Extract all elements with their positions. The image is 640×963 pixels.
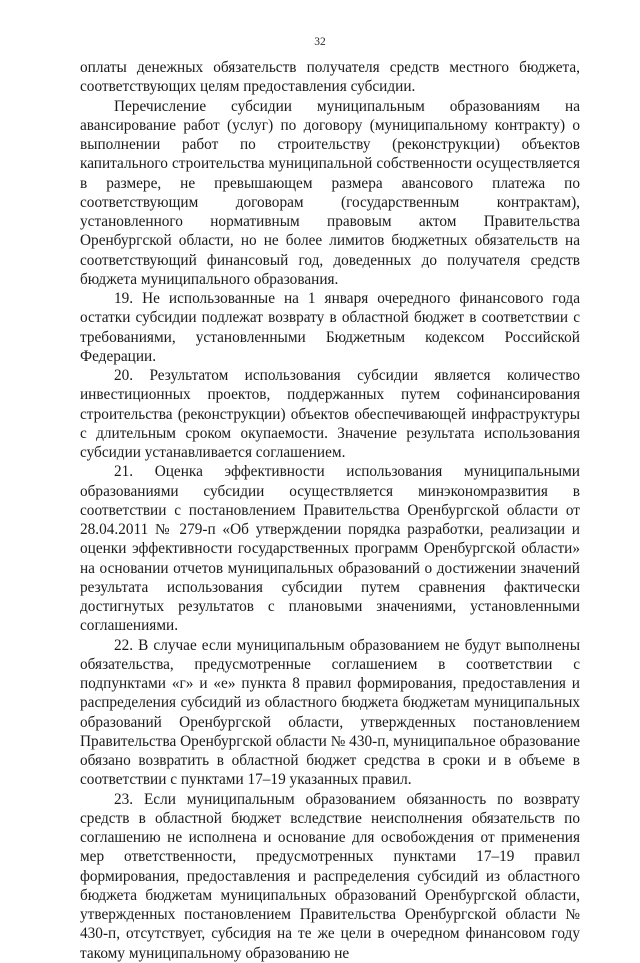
paragraph-20: 20. Результатом использования субсидии является количество инвестиционных проектов, поддержанных путем софинансирования строительства (реконструкции) объектов обеспечивающей инфраструктуры с длительным сроком окупаемости. Значение результата использования субсидии устанавливается соглашением. — [80, 367, 580, 461]
paragraph-22: 22. В случае если муниципальным образованием не будут выполнены обязательства, предусмотренные соглашением в соответствии с подпунктами «г» и «е» пункта 8 правил формирования, предоставления и распределения субсидий из областного бюджета бюджетам муниципальных образований Оренбургской области, утвержденных постановлением Правительства Оренбургской области № 430-п, муниципальное образование обязано возвратить в областной бюджет средства в сроки и в объеме в соответствии с пунктами 17–19 указанных правил. — [80, 636, 580, 789]
paragraph-23: 23. Если муниципальным образованием обязанность по возврату средств в областной бюджет вследствие неисполнения обязательств по соглашению не исполнена и основание для освобождения от применения мер ответственности, предусмотренных пунктами 17–19 правил формирования, предоставления и распределения субсидий из областного бюджета бюджетам муниципальных образований Оренбургской области, утвержденных постановлением Правительства Оренбургской области № 430-п, отсутствует, субсидия на те же цели в очередном финансовом году такому муниципальному образованию не — [80, 790, 580, 962]
paragraph-advance-payment: Перечисление субсидии муниципальным образованиям на авансирование работ (услуг) по договору (муниципальному контракту) о выполнении работ по строительству (реконструкции) объектов капитального строительства муниципальной собственности осуществляется в размере, не превышающем размера авансового платежа по соответствующим договорам (государственным контрактам), установленного нормативным правовым актом Правительства Оренбургской области, но не более лимитов бюджетных обязательств на соответствующий финансовый год, доведенных до получателя средств бюджета муниципального образования. — [80, 97, 580, 288]
paragraph-19: 19. Не использованные на 1 января очередного финансового года остатки субсидии подлежат возврату в областной бюджет в соответствии с требованиями, установленными Бюджетным кодексом Российской Федерации. — [80, 290, 580, 365]
page-number: 32 — [314, 36, 326, 48]
paragraph-continuation: оплаты денежных обязательств получателя средств местного бюджета, соответствующих целям предоставления субсидии. — [80, 59, 580, 96]
document-body — [80, 58, 580, 963]
paragraph-21: 21. Оценка эффективности использования муниципальными образованиями субсидии осуществляется минэкономразвития в соответствии с постановлением Правительства Оренбургской области от 28.04.2011 № 279-п «Об утверждении порядка разработки, реализации и оценки эффективности государственных программ Оренбургской области» на основании отчетов муниципальных образований о достижении значений результата использования субсидии путем сравнения фактически достигнутых результатов с плановыми значениями, установленными соглашениями. — [80, 463, 580, 635]
